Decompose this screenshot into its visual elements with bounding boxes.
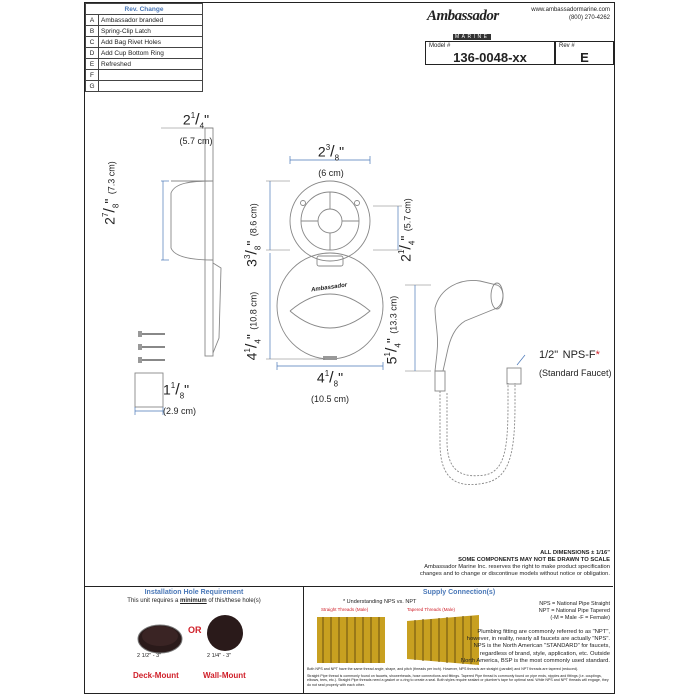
cup-hole — [318, 209, 342, 233]
rev-label: Rev # — [559, 43, 575, 49]
rev-text: Spring-Clip Latch — [99, 26, 203, 37]
supply-section — [305, 589, 613, 596]
side-cup — [171, 181, 213, 260]
side-clip — [213, 263, 221, 353]
straight-label: Straight Threads (Male) — [321, 607, 369, 612]
ring-face — [290, 294, 370, 328]
model-value: 136-0048-xx — [453, 50, 527, 65]
divider — [303, 586, 304, 693]
logo-sub: MARINE — [455, 34, 490, 40]
dim-base-small: $1^1/_8$" (2.9 cm) — [163, 381, 197, 416]
rev-key: B — [86, 26, 99, 37]
dim-thread: 1/2" NPS-F* (Standard Faucet) — [539, 349, 612, 378]
straight-thread — [317, 617, 385, 663]
tapered-label: Tapered Threads (Male) — [407, 607, 455, 612]
divider — [85, 586, 613, 587]
deck-dim: 2 1/2" - 3" — [137, 653, 162, 659]
supply-paragraph: Plumbing fitting are commonly referred to as "NPT", however, in reality, nearly all faucets are actually "NPS". NPS is the North American "STANDARD" for faucets, regardless of brand, style, application, etc. Outside North America, BSP is the most commonly used standard. — [460, 629, 610, 664]
technical-drawing — [85, 63, 616, 563]
brand-logo — [427, 7, 499, 43]
sprayer — [405, 280, 525, 484]
nps-npt-defs: NPS = National Pipe Straight NPT = National Pipe Tapered (-M = Male -F = Female) — [538, 601, 610, 621]
rev-value: E — [580, 50, 589, 65]
side-plate — [205, 128, 213, 356]
ring-outer — [277, 253, 383, 359]
side-view — [161, 128, 221, 356]
wall-label: Wall-Mount — [203, 671, 246, 680]
supply-title: Supply Connection(s) — [422, 589, 496, 596]
base-ring — [135, 373, 163, 415]
dim-cup-width: $2^3/_8$" (6 cm) — [317, 143, 345, 178]
ring-logo: Ambassador — [310, 282, 348, 294]
supply-footnotes: Both NPS and NPT have the same thread angle, shape, and pitch (threads per inch). However, NPS threads are straight (parallel) and NPT threads are tapered (reduced). Straight Pipe thread is commonly found on faucets, showerheads, hose connections and fittings. Tapered Pipe thread is commonly found on pipe ends, nipples and fittings (i.e. couplings, elbows, tees, etc.). Straight Pipe threads need a gasket or o-ring to create a seal. Both styles require sealant or plumber's tape for optimal seal. While NPS and NPT threads will engage, they do not seal properly with each other. — [307, 667, 609, 687]
or-label: OR — [188, 625, 202, 635]
revision-header: Rev. Change — [86, 4, 203, 15]
rev-text: Refreshed — [99, 59, 203, 70]
rev-text: Ambassador branded — [99, 15, 203, 26]
dim-height-side: $2^7/_8$" (7.3 cm) — [101, 161, 121, 225]
rev-key: C — [86, 37, 99, 48]
hose-fitting — [507, 368, 521, 384]
deck-label: Deck-Mount — [133, 671, 179, 680]
phone: (800) 270-4262 — [568, 15, 610, 21]
rev-text: Add Bag Rivet Holes — [99, 37, 203, 48]
rev-key: D — [86, 48, 99, 59]
dim-ring-width: $4^1/_8$" (10.5 cm) — [310, 369, 349, 404]
website: www.ambassadormarine.com — [531, 7, 610, 13]
wall-hole — [207, 615, 243, 651]
installation-intro: This unit requires a minimum of this/these hole(s) — [127, 598, 261, 604]
dim-ring-height: $4^1/_4$" (10.8 cm) — [243, 291, 263, 361]
hose — [440, 383, 515, 485]
logo-text: Ambassador — [427, 8, 499, 24]
rev-key: A — [86, 15, 99, 26]
screws — [138, 331, 165, 363]
dim-sprayer-height: $5^1/_4$" (13.3 cm) — [383, 295, 403, 365]
wall-dim: 2 1/4" - 3" — [207, 653, 232, 659]
rev-box — [555, 41, 614, 65]
sprayer-head — [435, 280, 503, 371]
disclaimer: ALL DIMENSIONS ± 1/16" SOME COMPONENTS MAY NOT BE DRAWN TO SCALE Ambassador Marine Inc. reserves the right to make product specification changes and to change or discontinue models without notice or obligation. — [419, 550, 610, 577]
drawing-sheet — [84, 2, 615, 694]
dim-cup-height: $2^1/_4$" (5.7 cm) — [397, 198, 417, 262]
model-box — [425, 41, 555, 65]
rev-key: G — [86, 81, 99, 92]
contact-info — [531, 6, 610, 22]
dim-width-top: $2^1/_4$" (5.7 cm) — [179, 111, 213, 146]
rev-key: E — [86, 59, 99, 70]
sprayer-handle-base — [435, 371, 445, 391]
installation-section — [85, 589, 303, 604]
installation-title: Installation Hole Requirement — [144, 589, 244, 596]
rev-key: F — [86, 70, 99, 81]
understanding-label: * Understanding NPS vs. NPT — [343, 599, 417, 605]
dim-front-height: $3^3/_8$" (8.6 cm) — [243, 203, 263, 267]
model-label: Model # — [429, 43, 451, 49]
rev-text: Add Cup Bottom Ring — [99, 48, 203, 59]
front-view — [266, 156, 402, 370]
